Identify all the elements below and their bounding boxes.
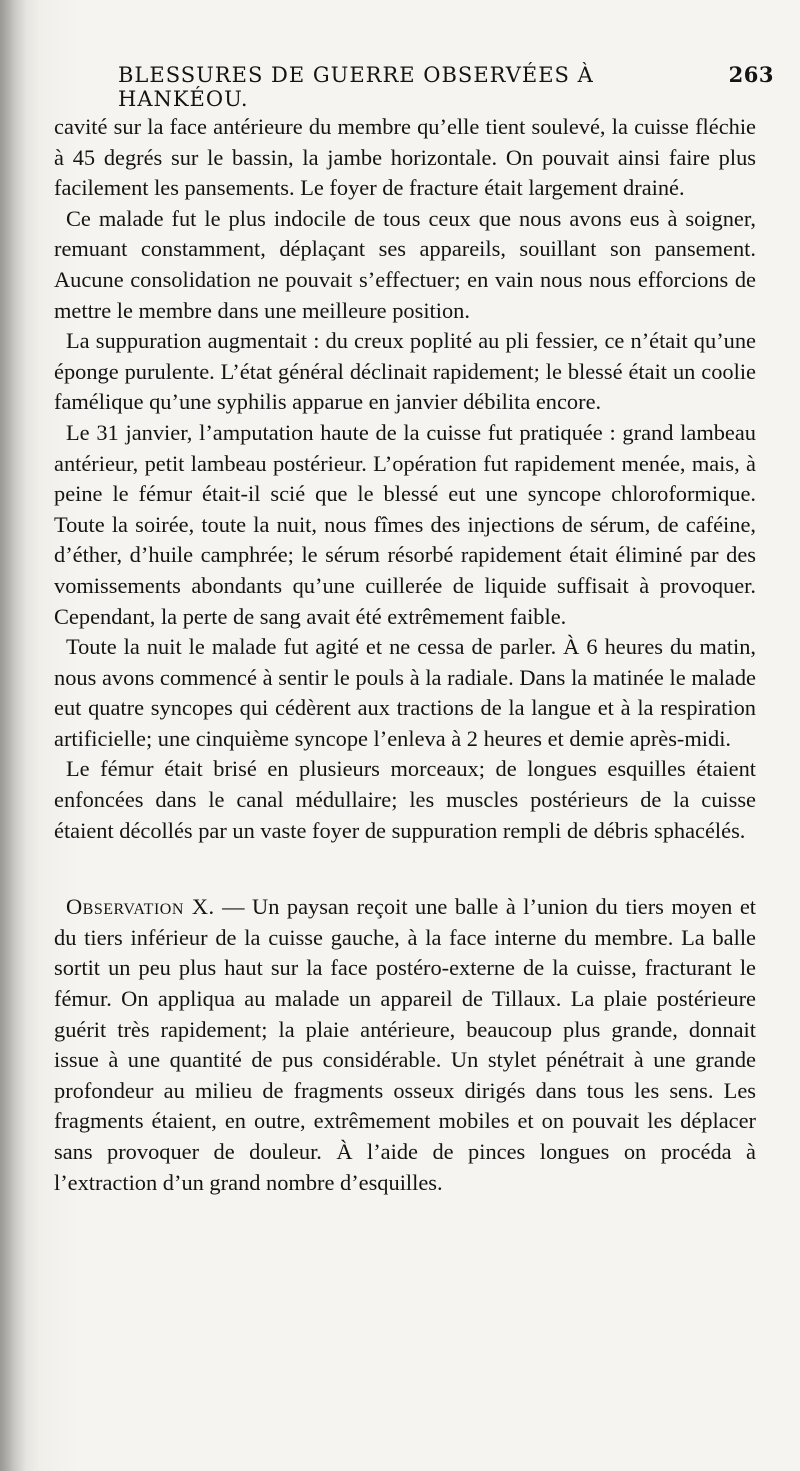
paragraph: Toute la nuit le malade fut agité et ne cessa de parler. À 6 heures du matin, nous avons commencé à sentir le pouls à la radiale. Dans la matinée le malade eut quatre syncopes qui cédèrent aux tractions de la langue et à la respiration artificielle; une cinquième syncope l’enleva à 2 heures et demie après-midi.: [54, 634, 756, 751]
page-body: [54, 112, 756, 1198]
observation-paragraph: [54, 892, 756, 1198]
page-number: 263: [728, 62, 774, 87]
paragraph: Ce malade fut le plus indocile de tous ceux que nous avons eus à soigner, remuant constamment, déplaçant ses appareils, souillant son pansement. Aucune consolidation ne pouvait s’effectuer; en vain nous nous efforcions de mettre le membre dans une meilleure position.: [54, 205, 756, 323]
paragraph: Le 31 janvier, l’amputation haute de la cuisse fut pratiquée : grand lambeau antérieur, petit lambeau postérieur. L’opération fut rapidement menée, mais, à peine le fémur était-il scié que le blessé eut une syncope chloroformique. Toute la soirée, toute la nuit, nous fîmes des injections de sérum, de caféine, d’éther, d’huile camphrée; le sérum résorbé rapidement était éliminé par des vomissements abondants qu’une cuillerée de liquide suffisait à provoquer. Cependant, la perte de sang avait été extrêmement faible.: [54, 419, 756, 629]
paragraph-continued: cavité sur la face antérieure du membre qu’elle tient soulevé, la cuisse fléchie à 45 degrés sur le bassin, la jambe horizontale. On pouvait ainsi faire plus facilement les pansements. Le foyer de fracture était largement drainé.: [54, 114, 756, 201]
observation-text: — Un paysan reçoit une balle à l’union du tiers moyen et du tiers inférieur de la cuisse gauche, à la face interne du membre. La balle sortit un peu plus haut sur la face postéro-externe de la cuisse, fracturant le fémur. On appliqua au malade un appareil de Tillaux. La plaie postérieure guérit très rapidement; la plaie antérieure, beaucoup plus grande, donnait issue à une quantité de pus considérable. Un stylet pénétrait à une grande profondeur au milieu de fragments osseux dirigés dans tous les sens. Les fragments étaient, en outre, extrêmement mobiles et on pouvait les déplacer sans provoquer de douleur. À l’aide de pinces longues on procéda à l’extraction d’un grand nombre d’esquilles.: [54, 894, 756, 1195]
paragraph: Le fémur était brisé en plusieurs morceaux; de longues esquilles étaient enfoncées dans le canal médullaire; les muscles postérieurs de la cuisse étaient décollés par un vaste foyer de suppuration rempli de débris sphacélés.: [54, 756, 756, 843]
running-header: [118, 62, 774, 111]
observation-label: Observation X.: [66, 894, 215, 920]
gutter-shadow: [0, 0, 26, 1471]
running-title: BLESSURES DE GUERRE OBSERVÉES À HANKÉOU.: [118, 63, 594, 111]
paragraph: La suppuration augmentait : du creux poplité au pli fessier, ce n’était qu’une éponge purulente. L’état général déclinait rapidement; le blessé était un coolie famélique qu’une syphilis apparue en janvier débilita encore.: [54, 328, 756, 415]
